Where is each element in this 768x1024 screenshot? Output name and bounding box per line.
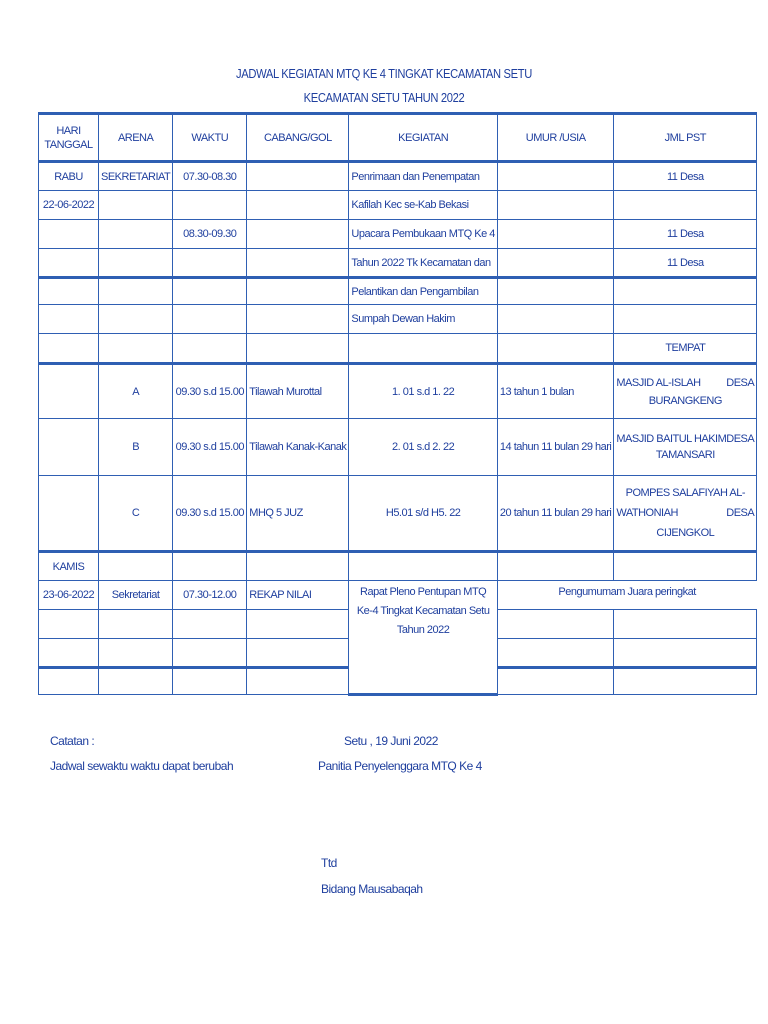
cell-hari: [39, 419, 99, 476]
header-waktu: WAKTU: [173, 114, 247, 162]
footer-bidang: Bidang Mausabaqah: [321, 882, 423, 896]
cell-umur: [497, 668, 613, 695]
cell-cabang: [247, 552, 349, 581]
cell-waktu: 09.30 s.d 15.00: [173, 364, 247, 419]
cell-tempat: [614, 364, 757, 419]
cell-hari: RABU: [39, 162, 99, 191]
cell-cabang: [247, 334, 349, 364]
cell-pengumuman: Pengumumam Juara peringkat: [497, 581, 756, 610]
cell-kegiatan: 2. 01 s.d 2. 22: [349, 419, 498, 476]
cell-arena: [99, 278, 173, 305]
tempat-desa: DESA: [726, 507, 755, 519]
cell-jml: 11 Desa: [614, 220, 757, 249]
header-cabang: CABANG/GOL: [247, 114, 349, 162]
table-row: [39, 191, 757, 220]
cell-arena: [99, 305, 173, 334]
cell-arena: [99, 249, 173, 278]
cell-cabang: [247, 220, 349, 249]
tempat-name-2: WATHONIAH: [616, 507, 678, 519]
header-hari: HARI: [56, 124, 81, 137]
cell-cabang: [247, 639, 349, 668]
cell-umur: [497, 639, 613, 668]
tempat-village: CIJENGKOL: [656, 527, 715, 539]
table-row: [39, 419, 757, 476]
cell-umur: [497, 220, 613, 249]
table-row: [39, 581, 757, 610]
cell-cabang: [247, 162, 349, 191]
header-jml-pst: JML PST: [614, 114, 757, 162]
cell-arena: [99, 552, 173, 581]
cell-cabang: [247, 668, 349, 695]
cell-umur: 13 tahun 1 bulan: [497, 364, 613, 419]
tempat-village: TAMANSARI: [655, 449, 715, 461]
cell-kegiatan: [349, 552, 498, 581]
document-subtitle: KECAMATAN SETU TAHUN 2022: [303, 90, 465, 105]
cell-cabang: Tilawah Murottal: [247, 364, 349, 419]
cell-waktu: 08.30-09.30: [173, 220, 247, 249]
cell-umur: 20 tahun 11 bulan 29 hari: [497, 476, 613, 552]
table-row: [39, 249, 757, 278]
cell-hari: KAMIS: [39, 552, 99, 581]
tempat-village: BURANGKENG: [648, 394, 722, 407]
table-row: [39, 278, 757, 305]
cell-jml: 11 Desa: [614, 249, 757, 278]
header-kegiatan: KEGIATAN: [349, 114, 498, 162]
cell-cabang: MHQ 5 JUZ: [247, 476, 349, 552]
document-title: JADWAL KEGIATAN MTQ KE 4 TINGKAT KECAMATAN SETU: [236, 66, 532, 81]
header-umur: UMUR /USIA: [497, 114, 613, 162]
cell-umur: [497, 305, 613, 334]
cell-umur: [497, 334, 613, 364]
cell-jml: [614, 610, 757, 639]
cell-tempat: [614, 419, 757, 476]
table-row: [39, 476, 757, 552]
cell-arena: SEKRETARIAT: [99, 162, 173, 191]
cell-hari: [39, 278, 99, 305]
cell-cabang: [247, 278, 349, 305]
cell-tempat-header: TEMPAT: [614, 334, 757, 364]
footer-panitia: Panitia Penyelenggara MTQ Ke 4: [318, 759, 482, 773]
footer-place-date: Setu , 19 Juni 2022: [344, 734, 438, 748]
cell-arena: [99, 191, 173, 220]
cell-tanggal: 22-06-2022: [39, 191, 99, 220]
cell-jml: [614, 191, 757, 220]
header-row: [39, 114, 757, 162]
cell-cabang: REKAP NILAI: [247, 581, 349, 610]
cell-arena: B: [99, 419, 173, 476]
cell-hari: [39, 334, 99, 364]
cell-kegiatan: Tahun 2022 Tk Kecamatan dan: [349, 249, 498, 278]
table-row: [39, 552, 757, 581]
cell-umur: [497, 610, 613, 639]
cell-kegiatan-rapat: Rapat Pleno Pentupan MTQ Ke-4 Tingkat Kecamatan Setu Tahun 2022: [349, 581, 498, 695]
cell-waktu: [173, 610, 247, 639]
cell-hari: [39, 364, 99, 419]
cell-kegiatan: 1. 01 s.d 1. 22: [349, 364, 498, 419]
footer-catatan: Catatan :: [50, 734, 95, 748]
cell-waktu: [173, 334, 247, 364]
cell-waktu: [173, 191, 247, 220]
cell-hari: [39, 610, 99, 639]
cell-jml: [614, 668, 757, 695]
cell-cabang: [247, 610, 349, 639]
schedule-table: [38, 112, 757, 696]
cell-waktu: [173, 249, 247, 278]
cell-umur: [497, 249, 613, 278]
cell-kegiatan: Pelantikan dan Pengambilan: [349, 278, 498, 305]
header-hari-tanggal: [39, 114, 99, 162]
cell-cabang: [247, 249, 349, 278]
cell-kegiatan: Kafilah Kec se-Kab Bekasi: [349, 191, 498, 220]
cell-waktu: 09.30 s.d 15.00: [173, 476, 247, 552]
table-row: [39, 305, 757, 334]
tempat-name: MASJID AL-ISLAH: [616, 376, 701, 389]
cell-cabang: [247, 191, 349, 220]
cell-arena: [99, 220, 173, 249]
tempat-name: POMPES SALAFIYAH AL-: [625, 487, 746, 499]
cell-kegiatan: H5.01 s/d H5. 22: [349, 476, 498, 552]
cell-cabang: Tilawah Kanak-Kanak: [247, 419, 349, 476]
cell-umur: 14 tahun 11 bulan 29 hari: [497, 419, 613, 476]
cell-waktu: 07.30-08.30: [173, 162, 247, 191]
cell-kegiatan: Sumpah Dewan Hakim: [349, 305, 498, 334]
cell-umur: [497, 552, 613, 581]
cell-hari: [39, 668, 99, 695]
header-tanggal: TANGGAL: [44, 138, 93, 151]
cell-kegiatan: Upacara Pembukaan MTQ Ke 4: [349, 220, 498, 249]
cell-waktu: [173, 552, 247, 581]
cell-waktu: [173, 278, 247, 305]
cell-kegiatan: Penrimaan dan Penempatan: [349, 162, 498, 191]
cell-arena: [99, 639, 173, 668]
cell-waktu: [173, 668, 247, 695]
cell-tempat: [614, 476, 757, 552]
footer-note: Jadwal sewaktu waktu dapat berubah: [50, 759, 234, 773]
cell-waktu: [173, 639, 247, 668]
cell-arena: [99, 668, 173, 695]
cell-umur: [497, 191, 613, 220]
cell-jml: [614, 278, 757, 305]
cell-waktu: 07.30-12.00: [173, 581, 247, 610]
cell-cabang: [247, 305, 349, 334]
table-row: [39, 364, 757, 419]
cell-waktu: [173, 305, 247, 334]
cell-arena: [99, 334, 173, 364]
cell-umur: [497, 162, 613, 191]
cell-tanggal: 23-06-2022: [39, 581, 99, 610]
cell-hari: [39, 305, 99, 334]
tempat-name: MASJID BAITUL HAKIM: [616, 433, 727, 445]
cell-jml: 11 Desa: [614, 162, 757, 191]
footer-ttd: Ttd: [321, 856, 337, 870]
header-arena: ARENA: [99, 114, 173, 162]
cell-hari: [39, 476, 99, 552]
cell-waktu: 09.30 s.d 15.00: [173, 419, 247, 476]
cell-hari: [39, 249, 99, 278]
cell-hari: [39, 639, 99, 668]
table-row: [39, 220, 757, 249]
tempat-desa: DESA: [726, 433, 755, 445]
cell-hari: [39, 220, 99, 249]
cell-arena: Sekretariat: [99, 581, 173, 610]
cell-umur: [497, 278, 613, 305]
cell-arena: [99, 610, 173, 639]
cell-jml: [614, 639, 757, 668]
tempat-desa: DESA: [726, 376, 755, 389]
cell-jml: [614, 305, 757, 334]
cell-arena: A: [99, 364, 173, 419]
cell-kegiatan: [349, 334, 498, 364]
table-row: [39, 334, 757, 364]
cell-arena: C: [99, 476, 173, 552]
table-row: [39, 162, 757, 191]
cell-jml: [614, 552, 757, 581]
